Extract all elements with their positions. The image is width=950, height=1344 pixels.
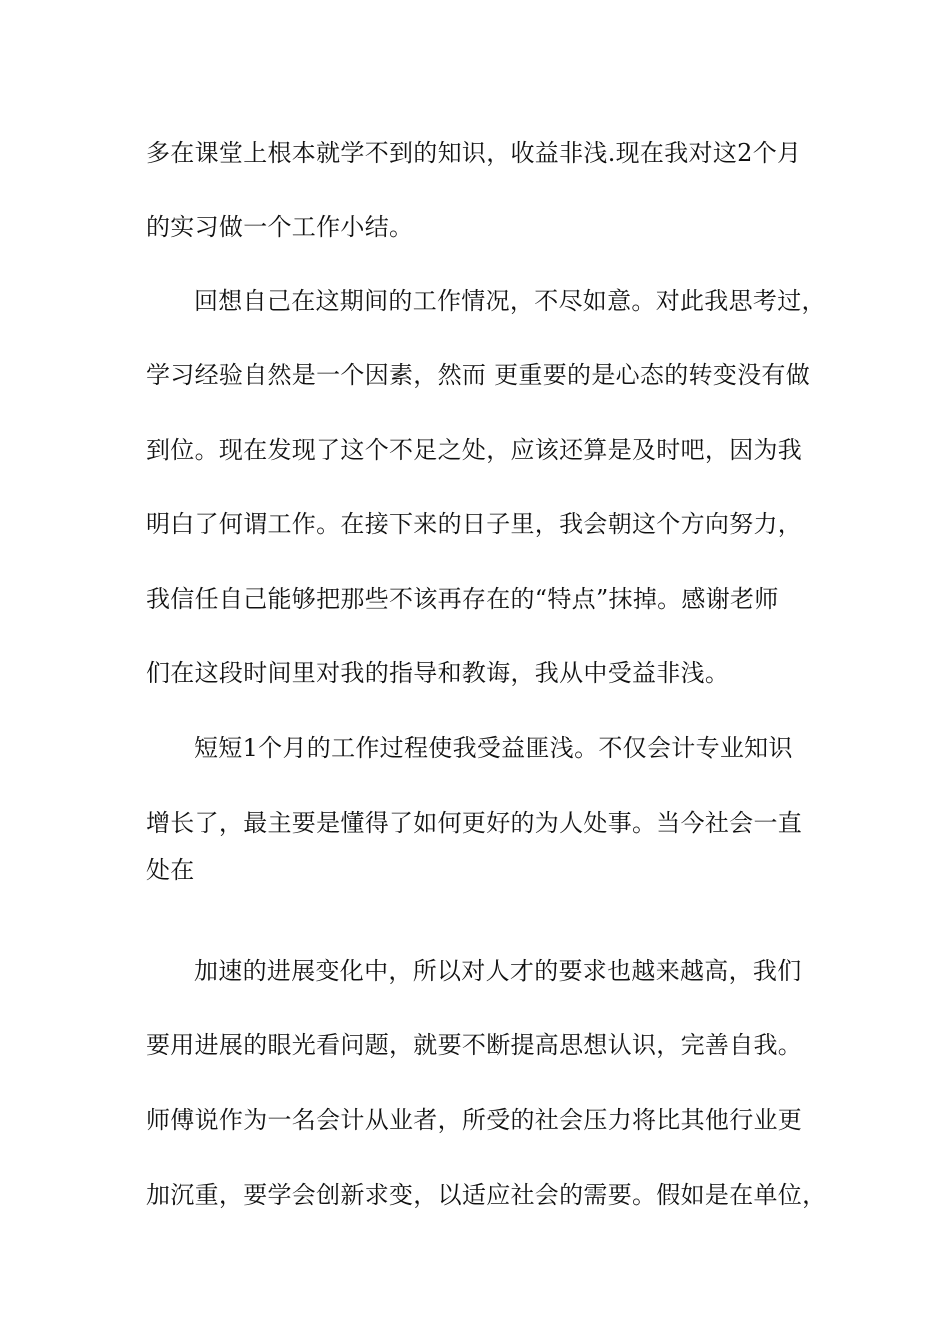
text-line: 的实习做一个工作小结。	[146, 213, 414, 241]
text-line: 明白了何谓工作。在接下来的日子里，我会朝这个方向努力，	[146, 510, 803, 538]
text-line: 们在这段时间里对我的指导和教诲，我从中受益非浅。	[146, 659, 730, 687]
text-line: 学习经验自然是一个因素，然而 更重要的是心态的转变没有做	[146, 361, 811, 389]
text-line: 增长了，最主要是懂得了如何更好的为人处事。当今社会一直	[146, 809, 803, 837]
paragraph-start-line: 加速的进展变化中，所以对人才的要求也越来越高，我们	[194, 957, 802, 985]
paragraph-start-line: 短短1个月的工作过程使我受益匪浅。不仅会计专业知识	[194, 734, 793, 762]
text-line: 处在	[146, 856, 195, 884]
text-line: 师傅说作为一名会计从业者，所受的社会压力将比其他行业更	[146, 1106, 803, 1134]
text-line: 到位。现在发现了这个不足之处，应该还算是及时吧，因为我	[146, 436, 803, 464]
text-line: 要用进展的眼光看问题，就要不断提高思想认识，完善自我。	[146, 1031, 803, 1059]
paragraph-start-line: 回想自己在这期间的工作情况，不尽如意。对此我思考过，	[194, 287, 826, 315]
text-line: 加沉重，要学会创新求变，以适应社会的需要。假如是在单位，	[146, 1181, 827, 1209]
text-line: 我信任自己能够把那些不该再存在的“特点”抹掉。感谢老师	[146, 585, 779, 613]
text-line: 多在课堂上根本就学不到的知识，收益非浅.现在我对这2个月	[146, 139, 802, 167]
